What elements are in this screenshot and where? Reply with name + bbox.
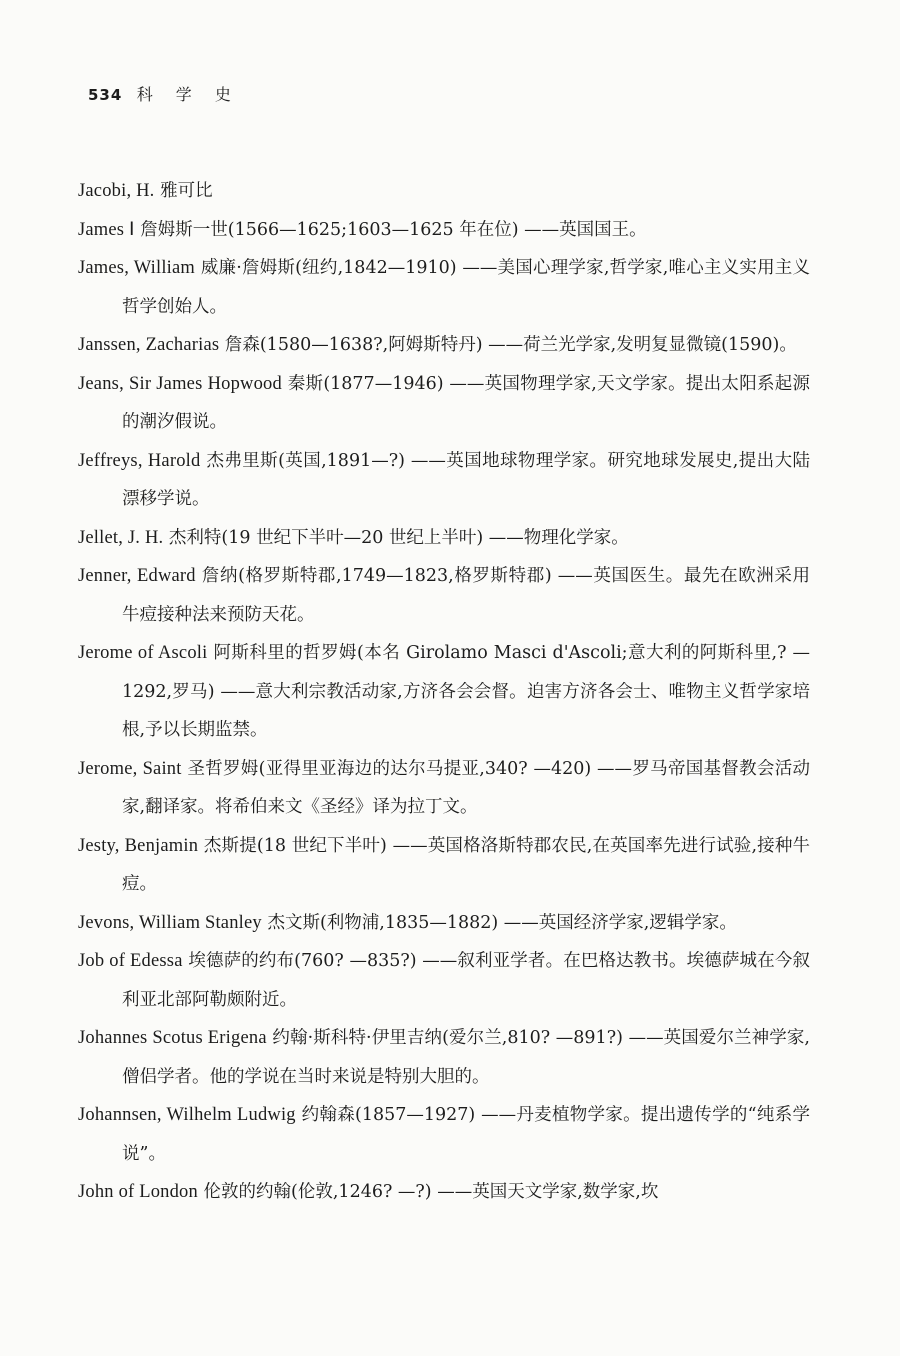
entry-name: Jerome, Saint (78, 758, 182, 779)
entry-jesty (78, 827, 810, 904)
entry-johannsen (78, 1096, 810, 1173)
entry-jellet (78, 519, 810, 558)
running-header (88, 82, 240, 105)
entry-janssen (78, 326, 810, 365)
entry-text: 杰文斯(利物浦,1835—1882) ——英国经济学家,逻辑学家。 (267, 912, 737, 933)
entry-jeans (78, 365, 810, 442)
entry-text: 詹纳(格罗斯特郡,1749—1823,格罗斯特郡) ——英国医生。最先在欧洲采用牛痘接种法来预防天花。 (122, 566, 810, 625)
entry-name: Jellet, J. H. (78, 527, 164, 548)
entry-jenner (78, 557, 810, 634)
entry-text: 詹森(1580—1638?,阿姆斯特丹) ——荷兰光学家,发明复显微镜(1590)。 (224, 335, 797, 355)
entry-name: John of London (78, 1182, 198, 1202)
entry-text: 约翰森(1857—1927) ——丹麦植物学家。提出遗传学的“纯系学说”。 (122, 1105, 810, 1164)
entry-james-william (78, 249, 810, 326)
entry-john-of-london (78, 1173, 810, 1212)
entry-jacobi (78, 172, 810, 211)
entry-name: Janssen, Zacharias (78, 335, 220, 355)
entry-james-i (78, 211, 810, 250)
entry-text: 詹姆斯一世(1566—1625;1603—1625 年在位) ——英国国王。 (140, 219, 647, 240)
book-title: 科 学 史 (136, 85, 240, 104)
entry-johannes-scotus-erigena (78, 1019, 810, 1096)
entry-text: 杰斯提(18 世纪下半叶) ——英国格洛斯特郡农民,在英国率先进行试验,接种牛痘。 (122, 835, 810, 894)
entry-text: 杰利特(19 世纪下半叶—20 世纪上半叶) ——物理化学家。 (168, 527, 629, 548)
entry-name: Jeans, Sir James Hopwood (78, 373, 282, 394)
entry-name: Jesty, Benjamin (78, 835, 199, 856)
entry-name: Jenner, Edward (78, 566, 196, 586)
entry-name: Jeffreys, Harold (78, 450, 201, 471)
entry-jerome-saint (78, 750, 810, 827)
index-entries (78, 172, 810, 1212)
entry-jevons (78, 904, 810, 943)
entry-text: 雅可比 (160, 181, 213, 201)
entry-name: Jerome of Ascoli (78, 643, 208, 663)
entry-text: 约翰·斯科特·伊里吉纳(爱尔兰,810? —891?) ——英国爱尔兰神学家,僧侣学者。他的学说在当时来说是特别大胆的。 (122, 1028, 810, 1087)
entry-name: James Ⅰ (78, 219, 135, 240)
entry-name: Johannes Scotus Erigena (78, 1028, 267, 1048)
entry-jeffreys (78, 442, 810, 519)
entry-name: Johannsen, Wilhelm Ludwig (78, 1105, 296, 1125)
entry-name: Jevons, William Stanley (78, 912, 262, 933)
entry-name: Jacobi, H. (78, 181, 155, 201)
entry-text: 杰弗里斯(英国,1891—?) ——英国地球物理学家。研究地球发展史,提出大陆漂移学说。 (122, 450, 810, 509)
entry-jerome-of-ascoli (78, 634, 810, 750)
page-number: 534 (88, 86, 123, 104)
entry-text: 秦斯(1877—1946) ——英国物理学家,天文学家。提出太阳系起源的潮汐假说。 (122, 373, 810, 432)
entry-text: 伦敦的约翰(伦敦,1246? —?) ——英国天文学家,数学家,坎 (203, 1182, 659, 1202)
entry-text: 埃德萨的约布(760? —835?) ——叙利亚学者。在巴格达教书。埃德萨城在今叙利亚北部阿勒颇附近。 (122, 951, 810, 1010)
entry-name: Job of Edessa (78, 951, 183, 971)
entry-job-of-edessa (78, 942, 810, 1019)
entry-text: 圣哲罗姆(亚得里亚海边的达尔马提亚,340? —420) ——罗马帝国基督教会活动家,翻译家。将希伯来文《圣经》译为拉丁文。 (122, 758, 810, 817)
entry-text: 威廉·詹姆斯(纽约,1842—1910) ——美国心理学家,哲学家,唯心主义实用主义哲学创始人。 (122, 258, 810, 317)
entry-text: 阿斯科里的哲罗姆(本名 Girolamo Masci d'Ascoli;意大利的阿斯科里,? —1292,罗马) ——意大利宗教活动家,方济各会会督。迫害方济各会士、唯物主义哲学家培根,予以长期监禁。 (122, 643, 810, 740)
entry-name: James, William (78, 258, 196, 278)
